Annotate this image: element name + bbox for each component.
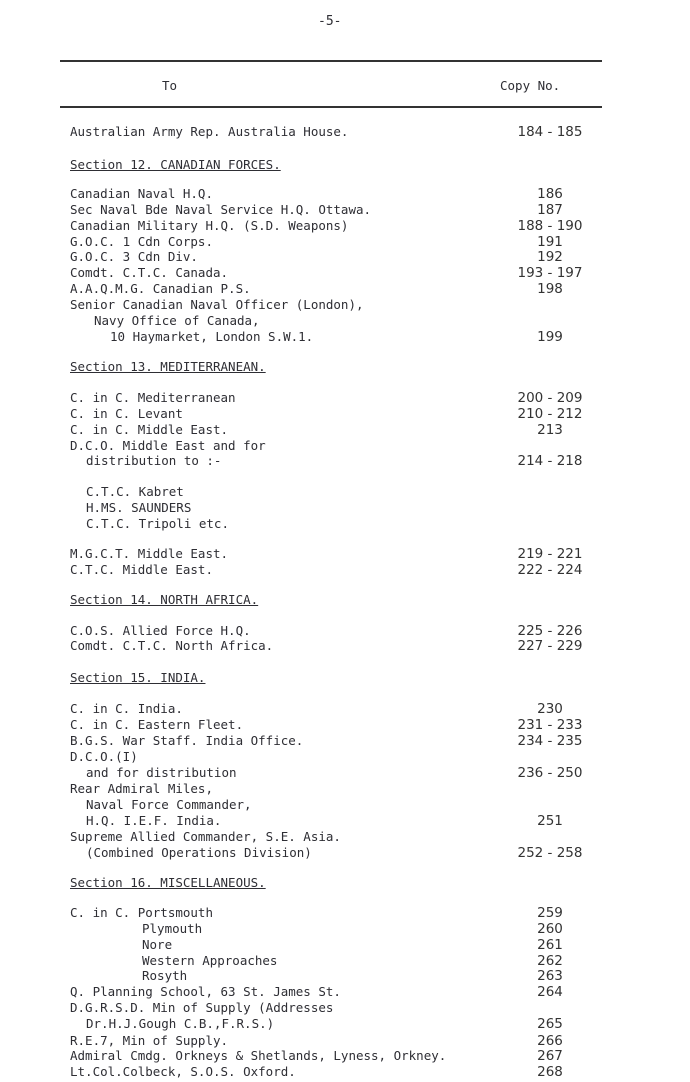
recipient-label: distribution to :- [86,453,222,468]
distribution-row [0,921,690,937]
copy-number: 268 [537,1064,563,1080]
distribution-row [0,422,690,438]
recipient-label: Comdt. C.T.C. Canada. [70,265,229,280]
copy-number: 210 - 212 [517,406,583,422]
copy-number: 219 - 221 [517,546,583,562]
distribution-row [0,638,690,654]
recipient-label: C. in C. Middle East. [70,422,229,437]
copy-number: 260 [537,921,563,937]
section-heading-row [0,157,690,173]
distribution-row [0,984,690,1000]
distribution-row [0,733,690,749]
copy-number: 263 [537,968,563,984]
copy-number: 199 [537,329,563,345]
recipient-label: Canadian Naval H.Q. [70,186,213,201]
distribution-row [0,234,690,250]
recipient-label: C.T.C. Middle East. [70,562,213,577]
recipient-label: Lt.Col.Colbeck, S.O.S. Oxford. [70,1064,296,1079]
section-heading: Section 13. MEDITERRANEAN. [70,359,266,374]
recipient-label: B.G.S. War Staff. India Office. [70,733,304,748]
recipient-label: G.O.C. 3 Cdn Div. [70,249,198,264]
recipient-label: R.E.7, Min of Supply. [70,1033,229,1048]
distribution-row [0,249,690,265]
distribution-row [0,516,690,532]
copy-number: 186 [537,186,563,202]
distribution-row [0,1048,690,1064]
section-heading-row [0,875,690,891]
column-header-copy-no: Copy No. [500,78,561,93]
section-heading: Section 14. NORTH AFRICA. [70,592,259,607]
recipient-label: Canadian Military H.Q. (S.D. Weapons) [70,218,349,233]
distribution-row [0,845,690,861]
copy-number: 225 - 226 [517,623,583,639]
section-heading-row [0,592,690,608]
distribution-row [0,1016,690,1032]
distribution-row [0,905,690,921]
section-heading: Section 16. MISCELLANEOUS. [70,875,266,890]
distribution-row [0,562,690,578]
recipient-label: C. in C. India. [70,701,183,716]
copy-number: 200 - 209 [517,390,583,406]
copy-number: 261 [537,937,563,953]
distribution-row [0,313,690,329]
recipient-label: C.O.S. Allied Force H.Q. [70,623,251,638]
distribution-row [0,546,690,562]
recipient-label: C. in C. Eastern Fleet. [70,717,244,732]
copy-number: 193 - 197 [517,265,583,281]
recipient-label: G.O.C. 1 Cdn Corps. [70,234,213,249]
distribution-row [0,1000,690,1016]
header-bottom-rule [60,106,602,108]
distribution-row [0,484,690,500]
section-heading-row [0,359,690,375]
recipient-label: H.Q. I.E.F. India. [86,813,222,828]
distribution-row [0,329,690,345]
distribution-row [0,781,690,797]
recipient-label: D.C.O. Middle East and for [70,438,266,453]
recipient-label: 10 Haymarket, London S.W.1. [110,329,314,344]
copy-number: 188 - 190 [517,218,583,234]
recipient-label: C. in C. Mediterranean [70,390,236,405]
copy-number: 259 [537,905,563,921]
recipient-label: A.A.Q.M.G. Canadian P.S. [70,281,251,296]
recipient-label: Western Approaches [142,953,278,968]
distribution-row [0,202,690,218]
distribution-row [0,1033,690,1049]
distribution-row [0,937,690,953]
recipient-label: H.MS. SAUNDERS [86,500,192,515]
copy-number: 234 - 235 [517,733,583,749]
distribution-row [0,749,690,765]
recipient-label: Rear Admiral Miles, [70,781,213,796]
copy-number: 213 [537,422,563,438]
distribution-row [0,968,690,984]
recipient-label: Senior Canadian Naval Officer (London), [70,297,364,312]
recipient-label: Nore [142,937,173,952]
recipient-label: Admiral Cmdg. Orkneys & Shetlands, Lyness, Orkney. [70,1048,447,1063]
distribution-row [0,829,690,845]
copy-number: 267 [537,1048,563,1064]
distribution-row [0,390,690,406]
recipient-label: Naval Force Commander, [86,797,252,812]
copy-number: 231 - 233 [517,717,583,733]
distribution-row [0,297,690,313]
recipient-label: C.T.C. Kabret [86,484,184,499]
recipient-label: D.G.R.S.D. Min of Supply (Addresses [70,1000,334,1015]
section-heading: Section 12. CANADIAN FORCES. [70,157,281,172]
distribution-row [0,623,690,639]
distribution-row [0,1064,690,1080]
recipient-label: (Combined Operations Division) [86,845,312,860]
recipient-label: C. in C. Levant [70,406,183,421]
recipient-label: Comdt. C.T.C. North Africa. [70,638,274,653]
copy-number: 191 [537,234,563,250]
page-number: -5- [318,14,342,29]
copy-number: 187 [537,202,563,218]
copy-number: 198 [537,281,563,297]
copy-number: 230 [537,701,563,717]
section-heading: Section 15. INDIA. [70,670,206,685]
distribution-row [0,281,690,297]
recipient-label: Sec Naval Bde Naval Service H.Q. Ottawa. [70,202,372,217]
copy-number: 264 [537,984,563,1000]
distribution-row [0,953,690,969]
recipient-label: Navy Office of Canada, [94,313,260,328]
column-header-to: To [162,78,178,93]
copy-number: 262 [537,953,563,969]
distribution-row [0,717,690,733]
recipient-label: D.C.O.(I) [70,749,138,764]
copy-number: 184 - 185 [517,124,583,140]
copy-number: 252 - 258 [517,845,583,861]
recipient-label: Australian Army Rep. Australia House. [70,124,349,139]
copy-number: 266 [537,1033,563,1049]
recipient-label: Supreme Allied Commander, S.E. Asia. [70,829,341,844]
recipient-label: C.T.C. Tripoli etc. [86,516,229,531]
distribution-row [0,186,690,202]
recipient-label: C. in C. Portsmouth [70,905,213,920]
distribution-row [0,765,690,781]
copy-number: 214 - 218 [517,453,583,469]
copy-number: 227 - 229 [517,638,583,654]
recipient-label: Dr.H.J.Gough C.B.,F.R.S.) [86,1016,275,1031]
recipient-label: Rosyth [142,968,188,983]
recipient-label: M.G.C.T. Middle East. [70,546,229,561]
recipient-label: and for distribution [86,765,237,780]
distribution-row [0,265,690,281]
recipient-label: Q. Planning School, 63 St. James St. [70,984,341,999]
copy-number: 236 - 250 [517,765,583,781]
distribution-row [0,500,690,516]
header-top-rule [60,60,602,62]
distribution-row [0,438,690,454]
copy-number: 192 [537,249,563,265]
copy-number: 222 - 224 [517,562,583,578]
distribution-row [0,218,690,234]
copy-number: 251 [537,813,563,829]
distribution-row [0,701,690,717]
distribution-row [0,406,690,422]
distribution-row [0,124,690,140]
recipient-label: Plymouth [142,921,203,936]
distribution-row [0,813,690,829]
distribution-row [0,453,690,469]
copy-number: 265 [537,1016,563,1032]
section-heading-row [0,670,690,686]
distribution-row [0,797,690,813]
